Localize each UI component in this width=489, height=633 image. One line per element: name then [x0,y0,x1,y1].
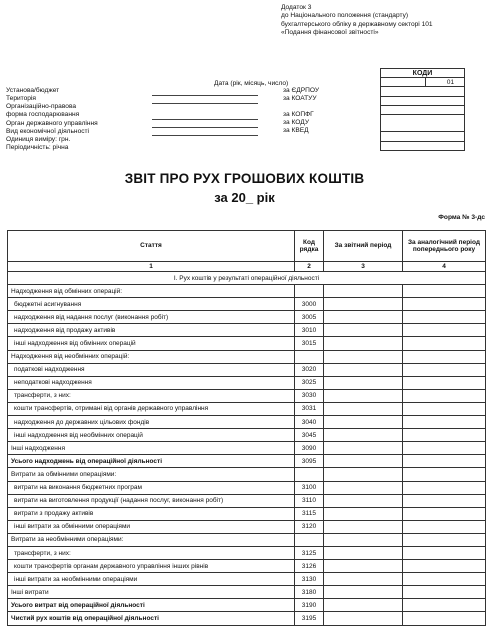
current-period-cell[interactable] [324,612,403,625]
code-cell[interactable] [381,132,465,141]
column-number: 4 [403,262,486,272]
table-row [8,376,486,389]
requisite-label: Установа/бюджет [6,87,60,94]
previous-period-cell[interactable] [403,481,486,494]
row-label: Надходження від необмінних операцій: [8,350,295,363]
column-header-previous: За аналогічний період попереднього року [403,231,486,262]
table-row [8,599,486,612]
addendum-line: «Подання фінансової звітності» [281,29,379,37]
field-underline-authority[interactable] [152,127,258,128]
addendum-line: бухгалтерського обліку в державному секторі 101 [281,20,433,28]
row-label: інші витрати за необмінними операціями [8,573,295,586]
table-row [8,546,486,559]
row-label: Чистий рух коштів від операційної діяльності [8,612,295,625]
current-period-cell[interactable] [324,402,403,415]
row-label: трансферти, з них: [8,389,295,402]
previous-period-cell[interactable] [403,402,486,415]
requisite-code-label: за ЄДРПОУ [283,87,320,94]
current-period-cell[interactable] [324,363,403,376]
previous-period-cell[interactable] [403,533,486,546]
requisite-label: Орган державного управління [6,119,98,127]
table-row [8,494,486,507]
row-code: 3020 [295,363,324,376]
table-header-row [8,231,486,262]
row-label: Усього витрат від операційної діяльності [8,599,295,612]
current-period-cell[interactable] [324,337,403,350]
requisite-code-label: за КВЕД [283,127,309,134]
table-row [8,298,486,311]
table-row [8,455,486,468]
row-label: інші витрати за обмінними операціями [8,520,295,533]
requisite-code-label: за КОПФГ [283,111,314,118]
previous-period-cell[interactable] [403,573,486,586]
previous-period-cell[interactable] [403,376,486,389]
addendum-line: Додаток 3 [281,4,312,11]
requisite-label: Вид економічної діяльності [6,127,90,135]
table-row [8,520,486,533]
report-title: ЗВІТ ПРО РУХ ГРОШОВИХ КОШТІВ [124,171,365,186]
row-code: 3195 [295,612,324,625]
current-period-cell[interactable] [324,560,403,573]
field-underline-activity[interactable] [152,135,258,136]
previous-period-cell[interactable] [403,586,486,599]
field-underline-institution[interactable] [152,95,258,96]
row-label: Інші надходження [8,442,295,455]
table-row [8,350,486,363]
row-label: інші надходження від необмінних операцій [8,429,295,442]
previous-period-cell[interactable] [403,560,486,573]
row-code: 3190 [295,599,324,612]
previous-period-cell[interactable] [403,494,486,507]
code-cell[interactable] [381,87,465,96]
requisite-code-label: за КОДУ [283,119,310,126]
previous-period-cell[interactable] [403,546,486,559]
row-code: 3130 [295,573,324,586]
code-cell[interactable] [381,114,465,123]
row-label: надходження до державних цільових фондів [8,416,295,429]
current-period-cell[interactable] [324,546,403,559]
column-header-article: Стаття [8,231,295,262]
column-number: 1 [8,262,295,272]
section-row [8,272,486,285]
column-number: 2 [295,262,324,272]
row-code: 3120 [295,520,324,533]
row-code: 3005 [295,311,324,324]
current-period-cell[interactable] [324,416,403,429]
current-period-cell[interactable] [324,573,403,586]
table-row [8,442,486,455]
codes-box [380,68,465,151]
row-label: Витрати за обмінними операціями: [8,468,295,481]
previous-period-cell[interactable] [403,337,486,350]
row-code: 3115 [295,507,324,520]
row-code [295,468,324,481]
row-label: бюджетні асигнування [8,298,295,311]
row-label: Інші витрати [8,586,295,599]
field-underline-territory[interactable] [152,103,258,104]
current-period-cell[interactable] [324,298,403,311]
column-header-code: Код рядка [295,231,324,262]
code-cell[interactable] [381,105,465,114]
current-period-cell[interactable] [324,311,403,324]
row-code: 3180 [295,586,324,599]
current-period-cell[interactable] [324,376,403,389]
current-period-cell[interactable] [324,285,403,298]
row-code: 3010 [295,324,324,337]
previous-period-cell[interactable] [403,363,486,376]
row-label: трансферти, з них: [8,546,295,559]
previous-period-cell[interactable] [403,416,486,429]
current-period-cell[interactable] [324,324,403,337]
current-period-cell[interactable] [324,389,403,402]
table-row [8,507,486,520]
current-period-cell[interactable] [324,533,403,546]
row-code: 3031 [295,402,324,415]
code-cell[interactable]: 01 [426,78,465,87]
table-row [8,311,486,324]
row-code: 3090 [295,442,324,455]
table-row [8,429,486,442]
row-code: 3125 [295,546,324,559]
row-label: кошти трансфертів органам державного управління інших рівнів [8,560,295,573]
row-code [295,285,324,298]
table-row [8,363,486,376]
row-code [295,350,324,363]
row-label: інші надходження від обмінних операцій [8,337,295,350]
column-number: 3 [324,262,403,272]
previous-period-cell[interactable] [403,612,486,625]
requisite-label: Організаційно-правова [6,103,77,111]
previous-period-cell[interactable] [403,324,486,337]
row-code: 3025 [295,376,324,389]
code-cell[interactable] [381,123,465,132]
addendum-note [281,4,433,38]
table-row [8,416,486,429]
table-row [8,573,486,586]
cash-flow-table [7,230,486,626]
previous-period-cell[interactable] [403,311,486,324]
table-row [8,389,486,402]
codes-header: КОДИ [381,69,465,78]
form-number: Форма № 3-дс [438,214,485,221]
row-code: 3030 [295,389,324,402]
row-code: 3095 [295,455,324,468]
current-period-cell[interactable] [324,429,403,442]
requisites-block [6,87,98,152]
row-code: 3000 [295,298,324,311]
section-title: І. Рух коштів у результаті операційної діяльності [8,272,486,285]
row-label: надходження від надання послуг (виконання робіт) [8,311,295,324]
code-cell[interactable] [381,96,465,105]
current-period-cell[interactable] [324,586,403,599]
current-period-cell[interactable] [324,455,403,468]
requisite-label: Одиниця виміру: грн. [6,135,71,143]
requisite-label: Територія [6,95,36,103]
table-row [8,337,486,350]
current-period-cell[interactable] [324,520,403,533]
addendum-line: до Національного положення (стандарту) [281,12,409,20]
row-code: 3126 [295,560,324,573]
row-label: неподаткові надходження [8,376,295,389]
row-label: Усього надходжень від операційної діяльності [8,455,295,468]
previous-period-cell[interactable] [403,442,486,455]
current-period-cell[interactable] [324,507,403,520]
row-code [295,533,324,546]
row-label: Витрати за необмінними операціями: [8,533,295,546]
row-label: Надходження від обмінних операцій: [8,285,295,298]
previous-period-cell[interactable] [403,298,486,311]
table-row [8,402,486,415]
previous-period-cell[interactable] [403,350,486,363]
current-period-cell[interactable] [324,599,403,612]
table-row [8,324,486,337]
current-period-cell[interactable] [324,350,403,363]
requisite-label: форма господарювання [6,111,80,119]
current-period-cell[interactable] [324,481,403,494]
table-row [8,533,486,546]
current-period-cell[interactable] [324,494,403,507]
row-code: 3100 [295,481,324,494]
previous-period-cell[interactable] [403,520,486,533]
report-period: за 20_ рік [214,190,275,205]
previous-period-cell[interactable] [403,468,486,481]
previous-period-cell[interactable] [403,429,486,442]
table-row [8,560,486,573]
table-row [8,481,486,494]
table-row [8,612,486,625]
current-period-cell[interactable] [324,468,403,481]
row-label: витрати з продажу активів [8,507,295,520]
row-code: 3110 [295,494,324,507]
row-label: кошти трансфертів, отримані від органів державного управління [8,402,295,415]
previous-period-cell[interactable] [403,507,486,520]
row-code: 3045 [295,429,324,442]
date-label: Дата (рік, місяць, число) [214,80,289,87]
previous-period-cell[interactable] [403,599,486,612]
table-row [8,586,486,599]
row-code: 3040 [295,416,324,429]
table-row [8,468,486,481]
requisite-code-label: за КОАТУУ [283,95,317,102]
row-label: надходження від продажу активів [8,324,295,337]
field-underline-legal-form[interactable] [152,119,258,120]
previous-period-cell[interactable] [403,455,486,468]
row-code: 3015 [295,337,324,350]
table-row [8,285,486,298]
row-label: витрати на виконання бюджетних програм [8,481,295,494]
previous-period-cell[interactable] [403,389,486,402]
code-cell[interactable] [381,78,426,87]
requisite-label: Періодичність: річна [6,144,69,152]
column-header-current: За звітний період [324,231,403,262]
code-cell[interactable] [381,141,465,150]
current-period-cell[interactable] [324,442,403,455]
row-label: податкові надходження [8,363,295,376]
previous-period-cell[interactable] [403,285,486,298]
row-label: витрати на виготовлення продукції (надання послуг, виконання робіт) [8,494,295,507]
column-numbers-row [8,262,486,272]
